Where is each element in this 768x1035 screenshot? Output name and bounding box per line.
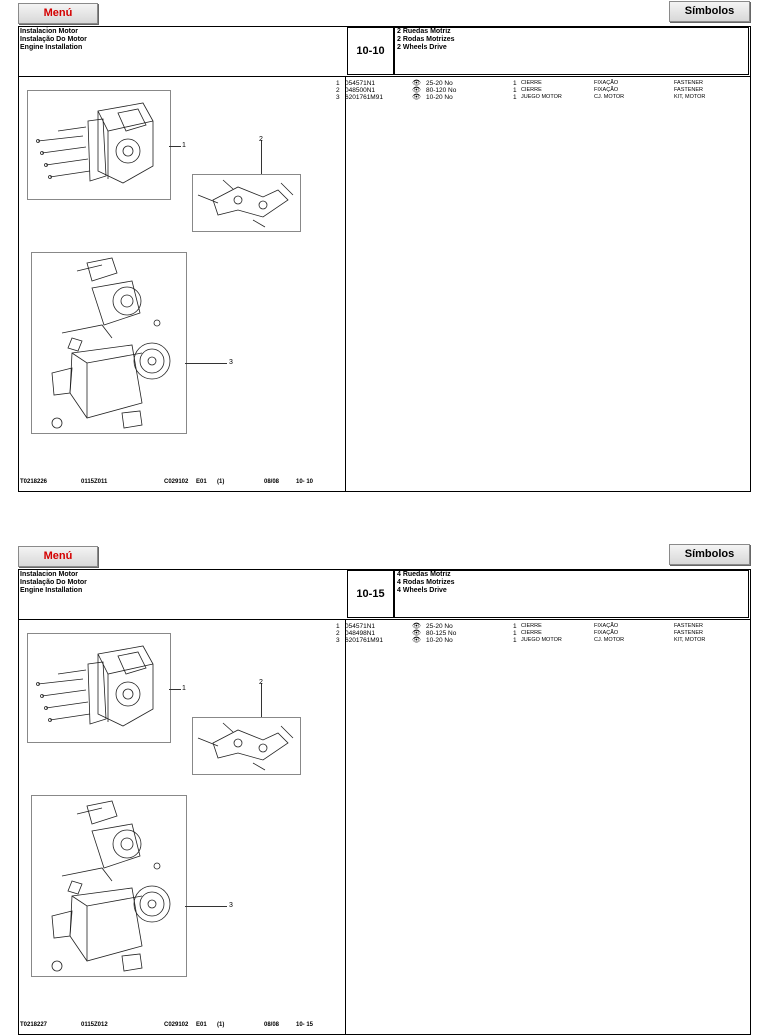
description-es: JUEGO MOTOR (521, 94, 562, 100)
part-number: 048500N1 (345, 87, 375, 94)
footer-edition: E01 (196, 479, 207, 485)
serial-range: 25-20 No (426, 623, 453, 630)
engine-illustration (31, 252, 187, 434)
callout-2: 2 (259, 136, 263, 143)
menu-button[interactable]: Menú (18, 3, 98, 24)
item-number: 3 (336, 637, 340, 644)
item-number: 1 (336, 623, 340, 630)
description-pt: CJ. MOTOR (594, 94, 625, 100)
footer-sheet: (1) (217, 1022, 225, 1028)
callout-1: 1 (182, 685, 186, 692)
serial-range: 10-20 No (426, 94, 453, 101)
item-number: 1 (336, 80, 340, 87)
footer-image-code: C029102 (164, 1022, 189, 1028)
variant-box (394, 570, 749, 618)
eye-icon[interactable]: 👁 (412, 87, 421, 94)
callout-line-2 (261, 683, 262, 717)
footer-date: 08/08 (264, 479, 280, 485)
bracket-drawing (193, 175, 300, 231)
description-en: FASTENER (674, 623, 704, 629)
callout-1: 1 (182, 142, 186, 149)
callout-line-2 (261, 140, 262, 174)
description-es: CIERRE (521, 630, 542, 636)
footer-page: 10- 10 (296, 479, 314, 485)
section-title (20, 571, 87, 595)
symbols-button[interactable]: Símbolos (669, 1, 750, 22)
quantity: 1 (513, 630, 517, 637)
description-pt: FIXAÇÃO (594, 623, 619, 629)
section-code: 10-15 (347, 570, 394, 618)
eye-icon[interactable]: 👁 (412, 94, 421, 101)
bracket-drawing (193, 718, 300, 774)
eye-icon[interactable]: 👁 (412, 637, 421, 644)
description-pt: FIXAÇÃO (594, 80, 619, 86)
variant-box (394, 27, 749, 75)
variant-pt: 4 Rodas Motrizes (397, 579, 455, 586)
description-en: FASTENER (674, 630, 704, 636)
footer-edition: E01 (196, 1022, 207, 1028)
callout-2: 2 (259, 679, 263, 686)
title-en: Engine Installation (20, 44, 83, 51)
transmission-illustration (27, 633, 171, 743)
item-number: 2 (336, 630, 340, 637)
footer-doc: 0115Z012 (81, 1022, 108, 1028)
eye-icon[interactable]: 👁 (412, 630, 421, 637)
footer-ref: T0218227 (20, 1022, 48, 1028)
quantity: 1 (513, 623, 517, 630)
menu-button[interactable]: Menú (18, 546, 98, 567)
title-es: Instalacion Motor (20, 571, 78, 578)
title-pt: Instalação Do Motor (20, 579, 87, 586)
quantity: 1 (513, 80, 517, 87)
transmission-drawing (28, 91, 170, 199)
part-number: 054571N1 (345, 623, 375, 630)
variant-es: 2 Ruedas Motriz (397, 28, 451, 35)
description-en: KIT, MOTOR (674, 94, 706, 100)
description-es: CIERRE (521, 87, 542, 93)
variant-en: 2 Wheels Drive (397, 44, 447, 51)
serial-range: 25-20 No (426, 80, 453, 87)
engine-drawing (32, 796, 186, 976)
item-number: 2 (336, 87, 340, 94)
title-en: Engine Installation (20, 587, 83, 594)
footer-doc: 0115Z011 (81, 479, 108, 485)
callout-line-3 (185, 906, 227, 907)
description-en: KIT, MOTOR (674, 637, 706, 643)
description-es: JUEGO MOTOR (521, 637, 562, 643)
symbols-button[interactable]: Símbolos (669, 544, 750, 565)
engine-drawing (32, 253, 186, 433)
bracket-illustration (192, 717, 301, 775)
description-pt: FIXAÇÃO (594, 87, 619, 93)
variant-pt: 2 Rodas Motrizes (397, 36, 455, 43)
part-number: 6201761M91 (345, 94, 383, 101)
description-es: CIERRE (521, 80, 542, 86)
callout-3: 3 (229, 359, 233, 366)
part-number: 054571N1 (345, 80, 375, 87)
part-number: 048498N1 (345, 630, 375, 637)
footer-sheet: (1) (217, 479, 225, 485)
section-title (20, 28, 87, 52)
variant-en: 4 Wheels Drive (397, 587, 447, 594)
title-pt: Instalação Do Motor (20, 36, 87, 43)
title-es: Instalacion Motor (20, 28, 78, 35)
content-frame (18, 76, 751, 492)
eye-icon[interactable]: 👁 (412, 80, 421, 87)
description-pt: CJ. MOTOR (594, 637, 625, 643)
callout-line-1 (169, 689, 181, 690)
transmission-illustration (27, 90, 171, 200)
item-number: 3 (336, 94, 340, 101)
footer-page: 10- 15 (296, 1022, 314, 1028)
engine-illustration (31, 795, 187, 977)
callout-line-3 (185, 363, 227, 364)
serial-range: 80-120 No (426, 87, 457, 94)
transmission-drawing (28, 634, 170, 742)
serial-range: 10-20 No (426, 637, 453, 644)
callout-line-1 (169, 146, 181, 147)
description-en: FASTENER (674, 87, 704, 93)
quantity: 1 (513, 637, 517, 644)
column-divider (345, 619, 346, 1034)
eye-icon[interactable]: 👁 (412, 623, 421, 630)
callout-3: 3 (229, 902, 233, 909)
footer-ref: T0218226 (20, 479, 48, 485)
description-pt: FIXAÇÃO (594, 630, 619, 636)
section-code: 10-10 (347, 27, 394, 75)
description-en: FASTENER (674, 80, 704, 86)
quantity: 1 (513, 94, 517, 101)
description-es: CIERRE (521, 623, 542, 629)
footer-date: 08/08 (264, 1022, 280, 1028)
content-frame (18, 619, 751, 1035)
footer-image-code: C029102 (164, 479, 189, 485)
serial-range: 80-125 No (426, 630, 457, 637)
column-divider (345, 76, 346, 491)
quantity: 1 (513, 87, 517, 94)
variant-es: 4 Ruedas Motriz (397, 571, 451, 578)
bracket-illustration (192, 174, 301, 232)
part-number: 6201761M91 (345, 637, 383, 644)
